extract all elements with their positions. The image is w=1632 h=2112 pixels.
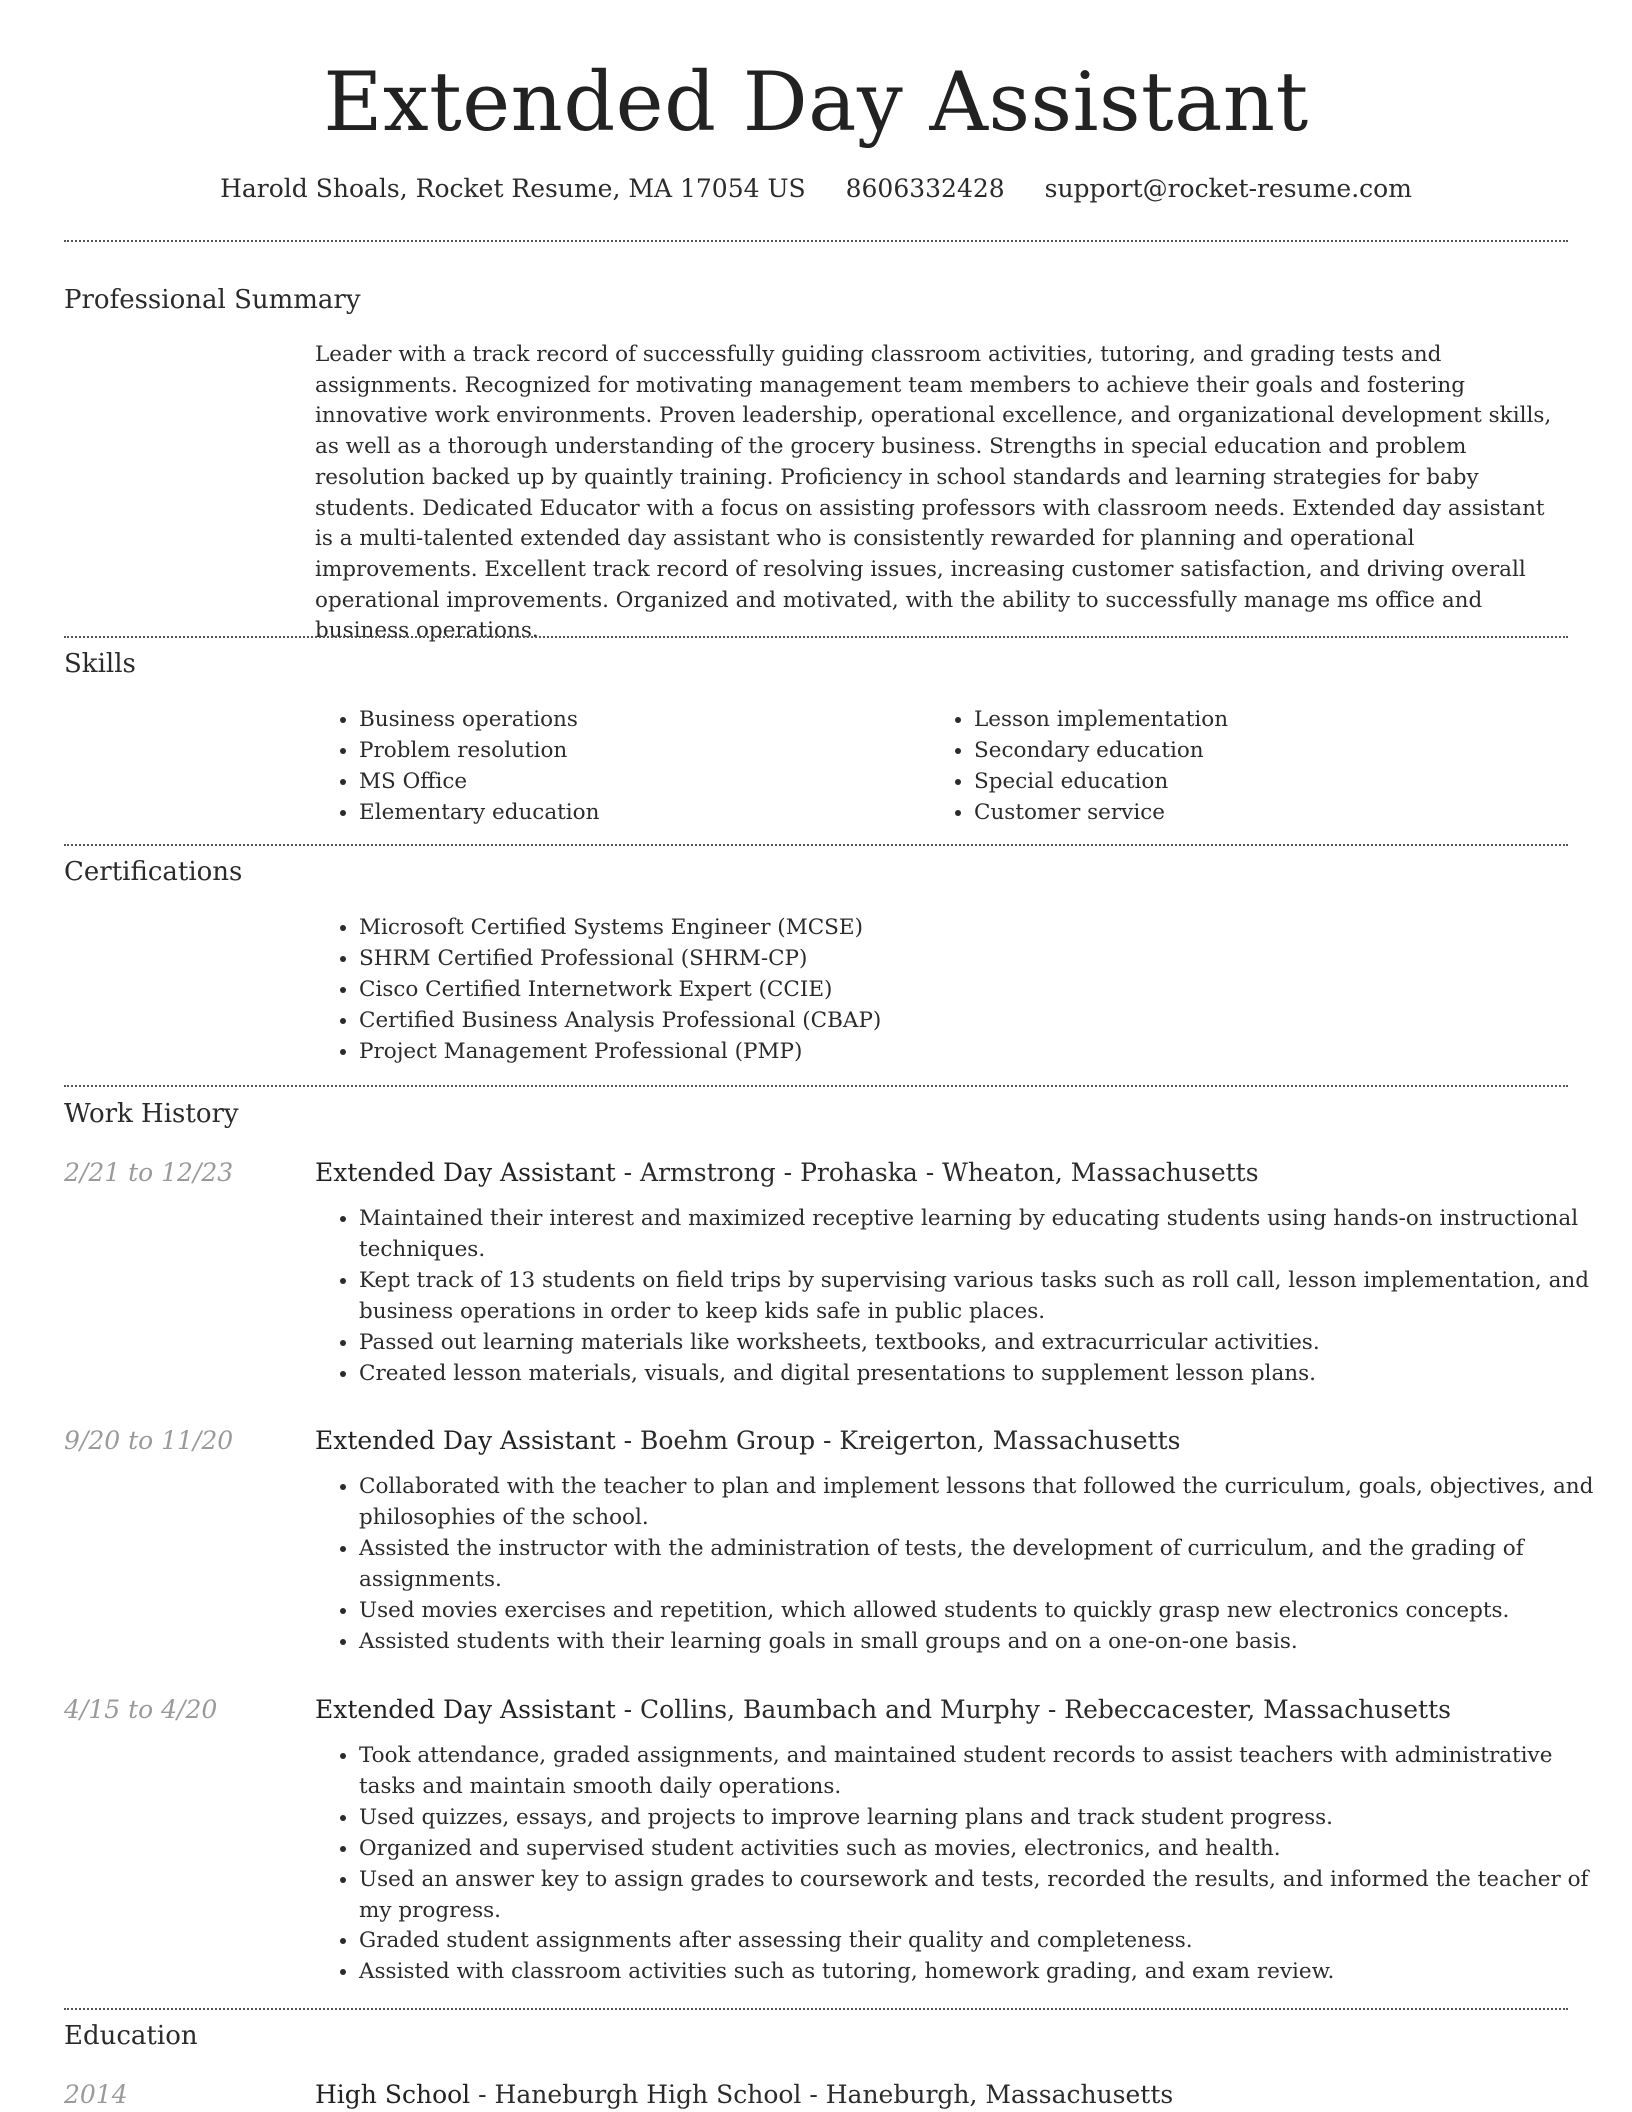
job-bullet: • Organized and supervised student activities such as movies, electronics, and health. bbox=[359, 1834, 1612, 1865]
contact-address: Harold Shoals, Rocket Resume, MA 17054 US bbox=[220, 174, 806, 203]
contact-phone: 8606332428 bbox=[845, 174, 1005, 203]
skill-item: • Business operations bbox=[359, 705, 915, 736]
summary-heading: Professional Summary bbox=[64, 285, 361, 315]
skill-item: • Elementary education bbox=[359, 798, 915, 829]
section-divider bbox=[64, 636, 1568, 638]
job-bullet: • Assisted the instructor with the administration of tests, the development of curriculum, and the grading of assignments. bbox=[359, 1534, 1612, 1596]
skills-left-column bbox=[315, 705, 915, 829]
job-role: Extended Day Assistant bbox=[315, 1695, 616, 1724]
job-details: - Boehm Group - Kreigerton, Massachusetts bbox=[615, 1426, 1181, 1455]
job-bullet: • Used an answer key to assign grades to coursework and tests, recorded the results, and informed the teacher of my progress. bbox=[359, 1865, 1612, 1927]
skill-item: • MS Office bbox=[359, 767, 915, 798]
skills-heading: Skills bbox=[64, 649, 136, 679]
certification-item: • Project Management Professional (PMP) bbox=[359, 1037, 1568, 1068]
job-title bbox=[315, 1693, 1451, 1727]
work-history-heading: Work History bbox=[64, 1099, 239, 1129]
education-title bbox=[315, 2078, 1173, 2112]
certification-item: • Certified Business Analysis Professional (CBAP) bbox=[359, 1006, 1568, 1037]
job-bullet: • Used quizzes, essays, and projects to improve learning plans and track student progress. bbox=[359, 1803, 1612, 1834]
job-bullet: • Passed out learning materials like worksheets, textbooks, and extracurricular activities. bbox=[359, 1328, 1612, 1359]
section-divider bbox=[64, 2008, 1568, 2010]
job-bullet: • Kept track of 13 students on field trips by supervising various tasks such as roll call, lesson implementation, and business operations in order to keep kids safe in public places. bbox=[359, 1266, 1612, 1328]
job-bullet: • Assisted students with their learning goals in small groups and on a one-on-one basis. bbox=[359, 1627, 1612, 1658]
skill-item: • Problem resolution bbox=[359, 736, 915, 767]
skills-right-column bbox=[930, 705, 1530, 829]
job-dates: 4/15 to 4/20 bbox=[64, 1695, 218, 1724]
skill-item: • Customer service bbox=[974, 798, 1530, 829]
job-title bbox=[315, 1156, 1259, 1190]
job-details: - Collins, Baumbach and Murphy - Rebeccacester, Massachusetts bbox=[615, 1695, 1451, 1724]
job-bullet: • Used movies exercises and repetition, which allowed students to quickly grasp new electronics concepts. bbox=[359, 1596, 1612, 1627]
section-divider bbox=[64, 844, 1568, 846]
job-bullet: • Maintained their interest and maximized receptive learning by educating students using hands-on instructional techniques. bbox=[359, 1204, 1612, 1266]
job-role: Extended Day Assistant bbox=[315, 1158, 616, 1187]
education-dates: 2014 bbox=[64, 2080, 128, 2109]
contact-email: support@rocket-resume.com bbox=[1044, 174, 1412, 203]
job-role: Extended Day Assistant bbox=[315, 1426, 616, 1455]
contact-line bbox=[0, 172, 1632, 206]
summary-text: Leader with a track record of successfully guiding classroom activities, tutoring, and grading tests and assignments. Recognized for motivating management team members to achieve their goals and fostering innovative work environments. Proven leadership, operational excellence, and organizational development skills, as well as a thorough understanding of the grocery business. Strengths in special education and problem resolution backed up by quaintly training. Proficiency in school standards and learning strategies for baby students. Dedicated Educator with a focus on assisting professors with classroom needs. Extended day assistant is a multi-talented extended day assistant who is consistently rewarded for planning and operational improvements. Excellent track record of resolving issues, increasing customer satisfaction, and driving overall operational improvements. Organized and motivated, with the ability to successfully manage ms office and business operations. bbox=[315, 342, 1552, 644]
education-heading: Education bbox=[64, 2021, 198, 2051]
section-divider bbox=[64, 1085, 1568, 1087]
job-bullet: • Created lesson materials, visuals, and digital presentations to supplement lesson plans. bbox=[359, 1359, 1612, 1390]
skill-item: • Special education bbox=[974, 767, 1530, 798]
resume-title: Extended Day Assistant bbox=[323, 56, 1309, 150]
certification-item: • Microsoft Certified Systems Engineer (MCSE) bbox=[359, 913, 1568, 944]
job-bullet: • Took attendance, graded assignments, and maintained student records to assist teachers with administrative tasks and maintain smooth daily operations. bbox=[359, 1741, 1612, 1803]
job-dates: 9/20 to 11/20 bbox=[64, 1426, 234, 1455]
certification-item: • SHRM Certified Professional (SHRM-CP) bbox=[359, 944, 1568, 975]
certifications-heading: Certifications bbox=[64, 857, 243, 887]
education-degree: High School bbox=[315, 2080, 471, 2109]
section-divider bbox=[64, 240, 1568, 242]
job-title bbox=[315, 1424, 1181, 1458]
job-bullet: • Assisted with classroom activities such as tutoring, homework grading, and exam review. bbox=[359, 1957, 1612, 1988]
certification-item: • Cisco Certified Internetwork Expert (CCIE) bbox=[359, 975, 1568, 1006]
job-bullets bbox=[315, 1472, 1612, 1657]
skill-item: • Lesson implementation bbox=[974, 705, 1530, 736]
job-dates: 2/21 to 12/23 bbox=[64, 1158, 234, 1187]
skill-item: • Secondary education bbox=[974, 736, 1530, 767]
job-bullets bbox=[315, 1204, 1612, 1389]
job-bullet: • Graded student assignments after assessing their quality and completeness. bbox=[359, 1926, 1612, 1957]
job-details: - Armstrong - Prohaska - Wheaton, Massachusetts bbox=[615, 1158, 1259, 1187]
certifications-list bbox=[315, 913, 1568, 1068]
education-details: - Haneburgh High School - Haneburgh, Massachusetts bbox=[470, 2080, 1174, 2109]
job-bullet: • Collaborated with the teacher to plan and implement lessons that followed the curriculum, goals, objectives, and philosophies of the school. bbox=[359, 1472, 1612, 1534]
job-bullets bbox=[315, 1741, 1612, 1988]
